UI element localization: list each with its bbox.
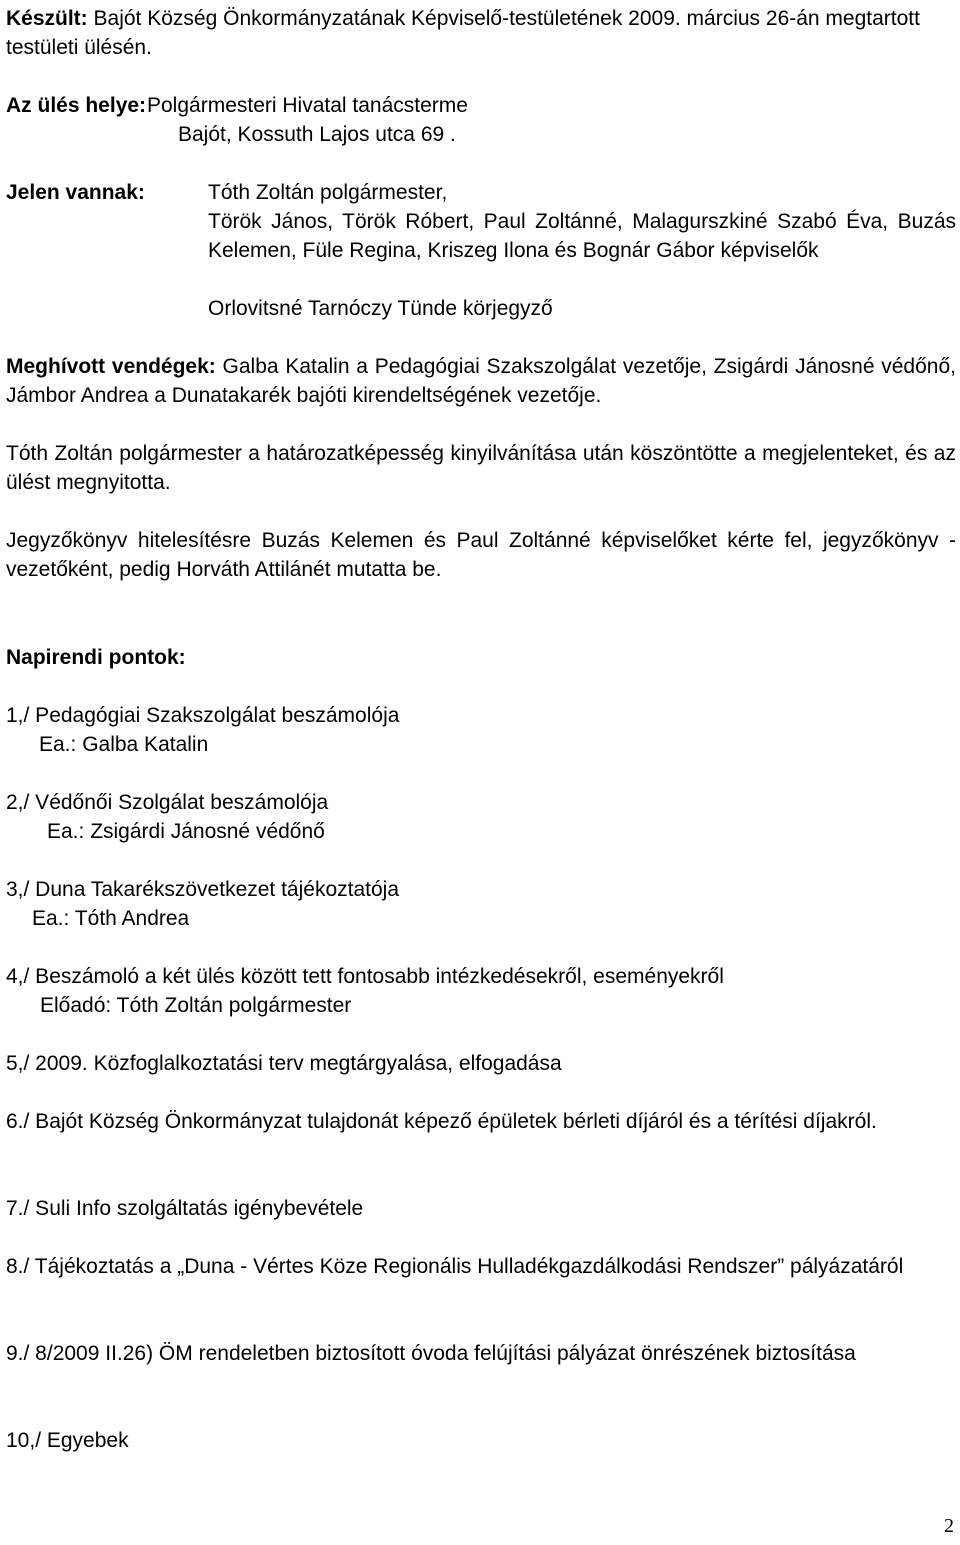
- keszult-label: Készült:: [6, 7, 88, 30]
- jelen-line3: Orlovitsné Tarnóczy Tünde körjegyző: [208, 297, 553, 320]
- agenda-item-4: 4,/ Beszámoló a két ülés között tett fontosabb intézkedésekről, eseményekről: [6, 965, 724, 988]
- agenda-item-2: 2,/ Védőnői Szolgálat beszámolója: [6, 791, 329, 814]
- agenda-item-1: 1,/ Pedagógiai Szakszolgálat beszámolója: [6, 704, 400, 727]
- jelen-members: Török János, Török Róbert, Paul Zoltánné, Malagurszkiné Szabó Éva, Buzás Kelemen, Füle Regina, Kriszeg Ilona és Bognár Gábor képviselők: [208, 210, 956, 262]
- agenda-item-6: 6./ Bajót Község Önkormányzat tulajdonát képező épületek bérleti díjáról és a térítési díjakról.: [6, 1110, 877, 1133]
- page-number: 2: [944, 1515, 954, 1537]
- vendegek-paragraph: [6, 352, 956, 410]
- agenda-item-7: 7./ Suli Info szolgáltatás igénybevétele: [6, 1197, 364, 1220]
- agenda-item-8: 8./ Tájékoztatás a „Duna - Vértes Köze Regionális Hulladékgazdálkodási Rendszer” pályázatáról: [6, 1255, 904, 1278]
- agenda-item-3-presenter: Ea.: Tóth Andrea: [32, 907, 190, 930]
- vendegek-label: Meghívott vendégek:: [6, 355, 216, 378]
- helye-line1: Polgármesteri Hivatal tanácsterme: [147, 94, 468, 117]
- helye-label: Az ülés helye:: [6, 94, 147, 117]
- helye-line2: Bajót, Kossuth Lajos utca 69 .: [178, 123, 456, 146]
- agenda-item-2-presenter: Ea.: Zsigárdi Jánosné védőnő: [47, 820, 325, 843]
- vendegek-text: Galba Katalin a Pedagógiai Szakszolgálat vezetője, Zsigárdi Jánosné védőnő, Jámbor Andrea a Dunatakarék bajóti kirendeltségének vezetője.: [6, 355, 956, 407]
- keszult-text: Bajót Község Önkormányzatának Képviselő-testületének 2009. március 26-án megtartott testületi ülésén.: [6, 7, 920, 59]
- jelen-line1: Tóth Zoltán polgármester,: [208, 181, 448, 204]
- agenda-item-10: 10,/ Egyebek: [6, 1429, 129, 1452]
- certification-paragraph: Jegyzőkönyv hitelesítésre Buzás Kelemen és Paul Zoltánné képviselőket kérte fel, jegyzőkönyv - vezetőként, pedig Horváth Attilánét mutatta be.: [6, 529, 956, 581]
- agenda-item-5: 5,/ 2009. Közfoglalkoztatási terv megtárgyalása, elfogadása: [6, 1052, 562, 1075]
- keszult-paragraph: [6, 4, 956, 62]
- agenda-heading: Napirendi pontok:: [6, 646, 186, 669]
- opening-paragraph: Tóth Zoltán polgármester a határozatképesség kinyilvánítása után köszöntötte a megjelenteket, és az ülést megnyitotta.: [6, 442, 956, 494]
- agenda-item-3: 3,/ Duna Takarékszövetkezet tájékoztatója: [6, 878, 400, 901]
- agenda-item-9: 9./ 8/2009 II.26) ÖM rendeletben biztosított óvoda felújítási pályázat önrészének biztosítása: [6, 1342, 856, 1365]
- agenda-item-1-presenter: Ea.: Galba Katalin: [39, 733, 209, 756]
- agenda-item-4-presenter: Előadó: Tóth Zoltán polgármester: [40, 994, 352, 1017]
- jelen-label: Jelen vannak:: [6, 181, 145, 204]
